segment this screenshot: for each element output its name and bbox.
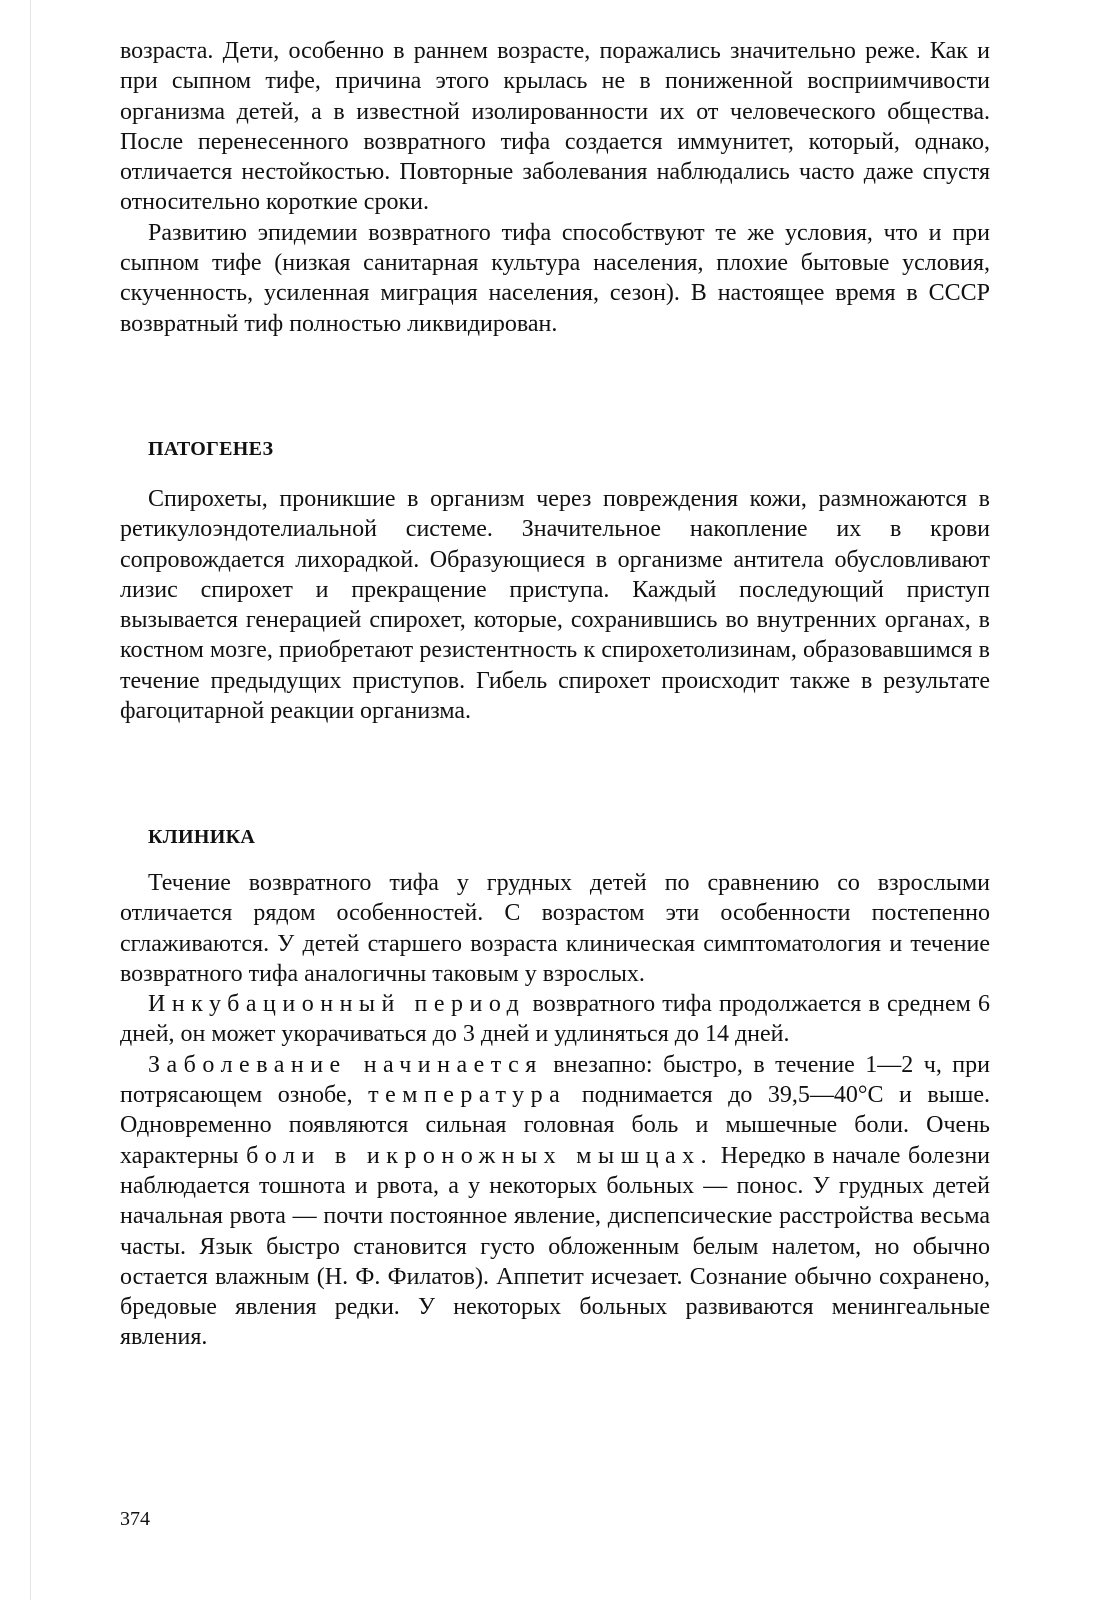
intro-paragraph-2: Развитию эпидемии возвратного тифа способствуют те же условия, что и при сыпном тифе (низкая санитарная культура населения, плохие бытовые условия, скученность, усиленная миграция населения, сезон). В настоящее время в СССР возвратный тиф полностью ликвидирован. (120, 219, 990, 337)
pathogenesis-section (120, 484, 990, 726)
intro-section (120, 36, 990, 339)
onset-text: внезапно: быстро, в течение 1—2 ч, при потрясающем ознобе, (120, 1051, 990, 1109)
page-number: 374 (120, 1508, 150, 1530)
clinic-paragraph-2 (120, 989, 990, 1050)
clinic-section (120, 868, 990, 1353)
onset-term: Заболевание начинается (148, 1051, 543, 1078)
symptoms-text: Нередко в начале болезни наблюдается тошнота и рвота, а у некоторых больных — понос. У грудных детей начальная рвота — почти постоянное явление, диспепсические расстройства весьма часты. Язык быстро становится густо обложенным белым налетом, но обычно остается влажным (Н. Ф. Филатов). Аппетит исчезает. Сознание обычно сохранено, бредовые явления редки. У некоторых больных развиваются менингеальные явления. (120, 1142, 991, 1351)
intro-paragraph-1: возраста. Дети, особенно в раннем возрасте, поражались значительно реже. Как и при сыпном тифе, причина этого крылась не в пониженной восприимчивости организма детей, а в известной изолированности их от человеческого общества. После перенесенного возвратного тифа создается иммунитет, который, однако, отличается нестойкостью. Повторные заболевания наблюдались часто даже спустя относительно короткие сроки. (120, 38, 990, 216)
temperature-text: поднимается до 39,5—40°С и выше. Одновременно появляются сильная головная боль и мышечные боли. Очень характерны (120, 1082, 990, 1169)
temperature-term: температура (368, 1082, 567, 1109)
incubation-term: Инкубационный период (148, 991, 526, 1018)
pathogenesis-heading: ПАТОГЕНЕЗ (148, 438, 274, 460)
pathogenesis-paragraph: Спирохеты, проникшие в организм через повреждения кожи, размножаются в ретикулоэндотелиальной системе. Значительное накопление их в крови сопровождается лихорадкой. Образующиеся в организме антитела обусловливают лизис спирохет и прекращение приступа. Каждый последующий приступ вызывается генерацией спирохет, которые, сохранившись во внутренних органах, в костном мозге, приобретают резистентность к спирохетолизинам, образовавшимся в течение предыдущих приступов. Гибель спирохет происходит также в результате фагоцитарной реакции организма. (120, 486, 990, 725)
clinic-heading: КЛИНИКА (148, 826, 256, 848)
clinic-paragraph-3 (120, 1050, 990, 1353)
incubation-text: возвратного тифа продолжается в среднем 6 дней, он может укорачиваться до 3 дней и удлиняться до 14 дней. (120, 991, 990, 1048)
calf-pain-term: боли в икроножных мышцах. (246, 1142, 714, 1169)
clinic-paragraph-1: Течение возвратного тифа у грудных детей по сравнению со взрослыми отличается рядом особенностей. С возрастом эти особенности постепенно сглаживаются. У детей старшего возраста клиническая симптоматология и течение возвратного тифа аналогичны таковым у взрослых. (120, 870, 990, 987)
